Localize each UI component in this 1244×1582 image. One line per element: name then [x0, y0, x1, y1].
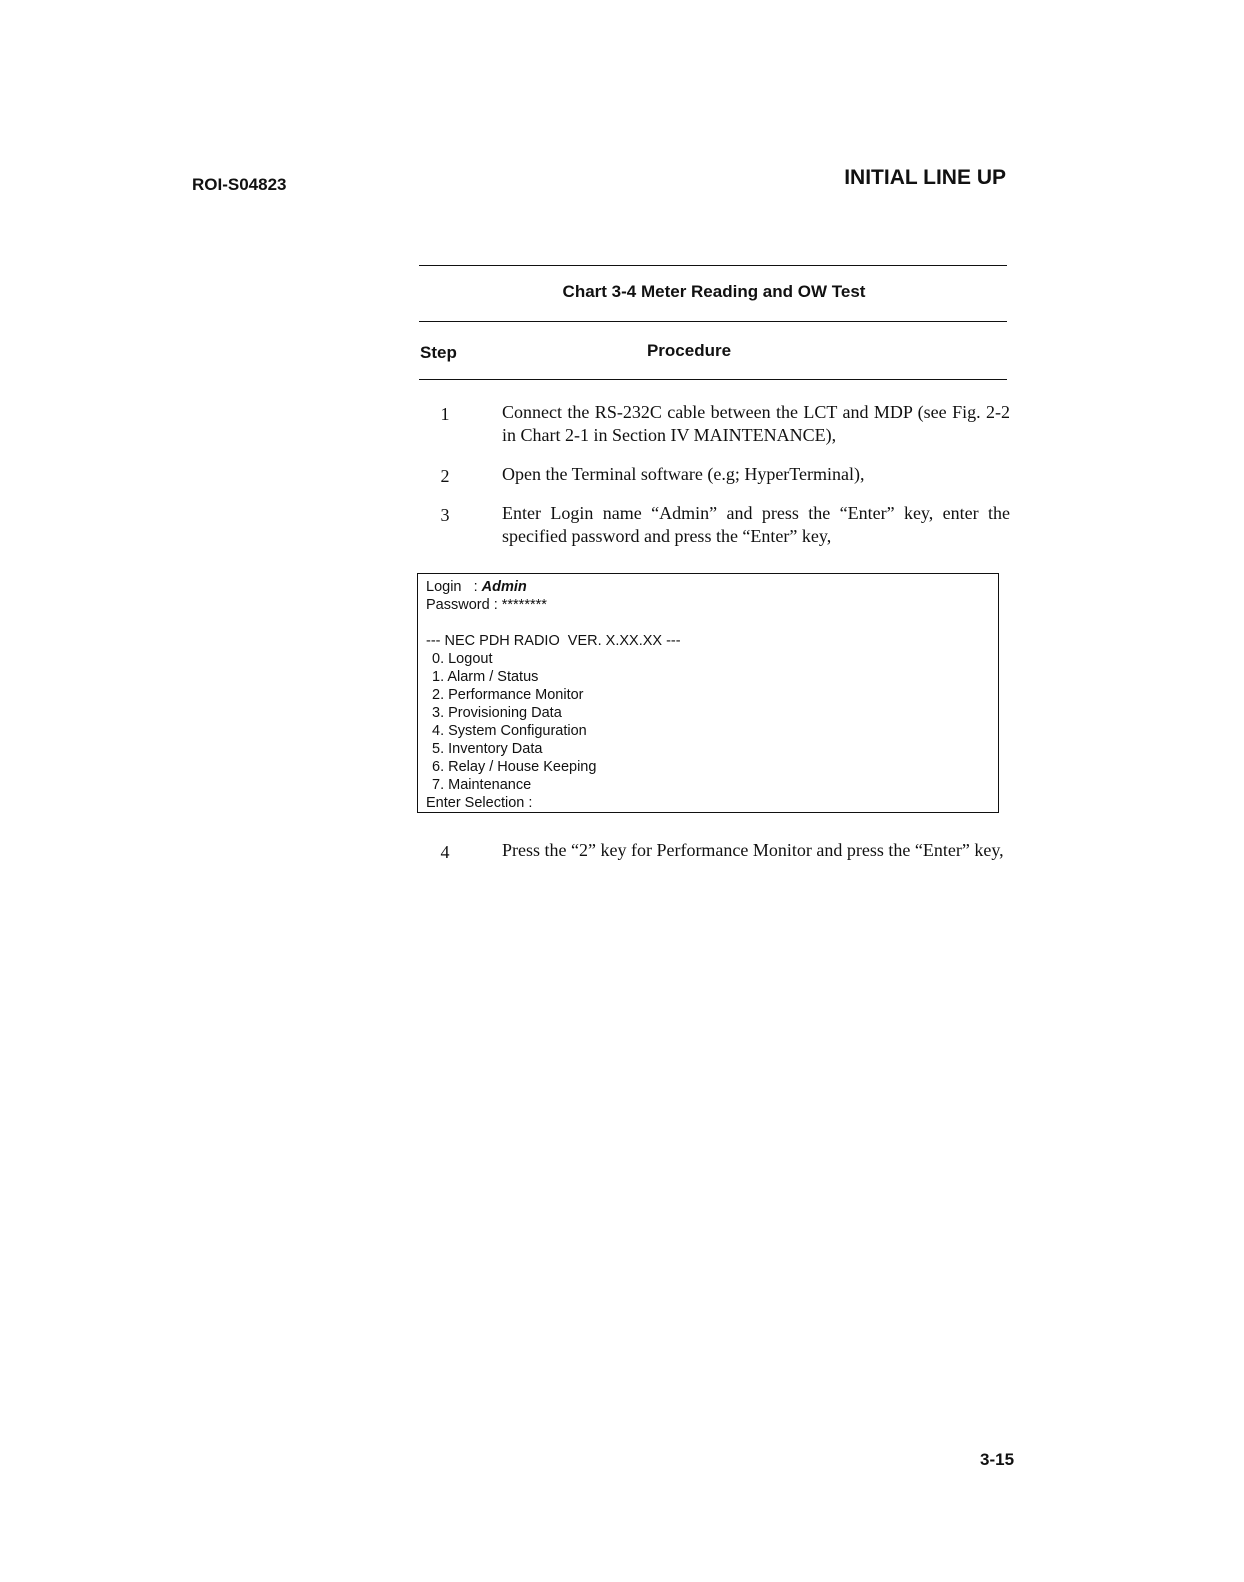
step-text: Enter Login name “Admin” and press the “Enter” key, enter the specified password and press the “Enter” key, [502, 503, 1010, 546]
step-text: Press the “2” key for Performance Monitor and press the “Enter” key, [502, 840, 1004, 860]
terminal-password-line: Password : ******** [426, 597, 547, 613]
menu-item-performance-monitor: 2. Performance Monitor [432, 687, 584, 703]
table-title-rule [419, 321, 1007, 322]
terminal-blank-line [426, 614, 990, 632]
section-title: INITIAL LINE UP [844, 166, 1006, 189]
chart-title: Chart 3-4 Meter Reading and OW Test [562, 282, 866, 301]
step-number: 1 [440, 404, 450, 424]
menu-item-system-configuration: 4. System Configuration [432, 723, 587, 739]
table-header-rule [419, 379, 1007, 380]
menu-item-provisioning-data: 3. Provisioning Data [432, 705, 562, 721]
step-number: 3 [440, 505, 450, 525]
column-header-step: Step [420, 343, 457, 362]
menu-item-relay-house-keeping: 6. Relay / House Keeping [432, 759, 597, 775]
terminal-banner: --- NEC PDH RADIO VER. X.XX.XX --- [426, 633, 681, 649]
step-text: Connect the RS-232C cable between the LCT and MDP (see Fig. 2-2 in Chart 2-1 in Section IV MAINTENANCE), [502, 402, 1010, 445]
table-top-rule [419, 265, 1007, 266]
menu-item-alarm-status: 1. Alarm / Status [432, 669, 539, 685]
page-number: 3-15 [980, 1450, 1015, 1469]
step-number: 4 [440, 842, 450, 862]
menu-item-maintenance: 7. Maintenance [432, 777, 532, 793]
document-id: ROI-S04823 [192, 175, 287, 194]
terminal-prompt: Enter Selection : [426, 795, 533, 811]
step-text: Open the Terminal software (e.g; HyperTerminal), [502, 464, 865, 484]
login-label: Login : [426, 579, 482, 595]
terminal-login-line [426, 578, 990, 596]
login-value: Admin [481, 579, 527, 595]
step-number: 2 [440, 466, 450, 486]
menu-item-logout: 0. Logout [432, 651, 493, 667]
menu-item-inventory-data: 5. Inventory Data [432, 741, 543, 757]
column-header-procedure: Procedure [646, 341, 732, 360]
terminal-screen [417, 573, 999, 813]
